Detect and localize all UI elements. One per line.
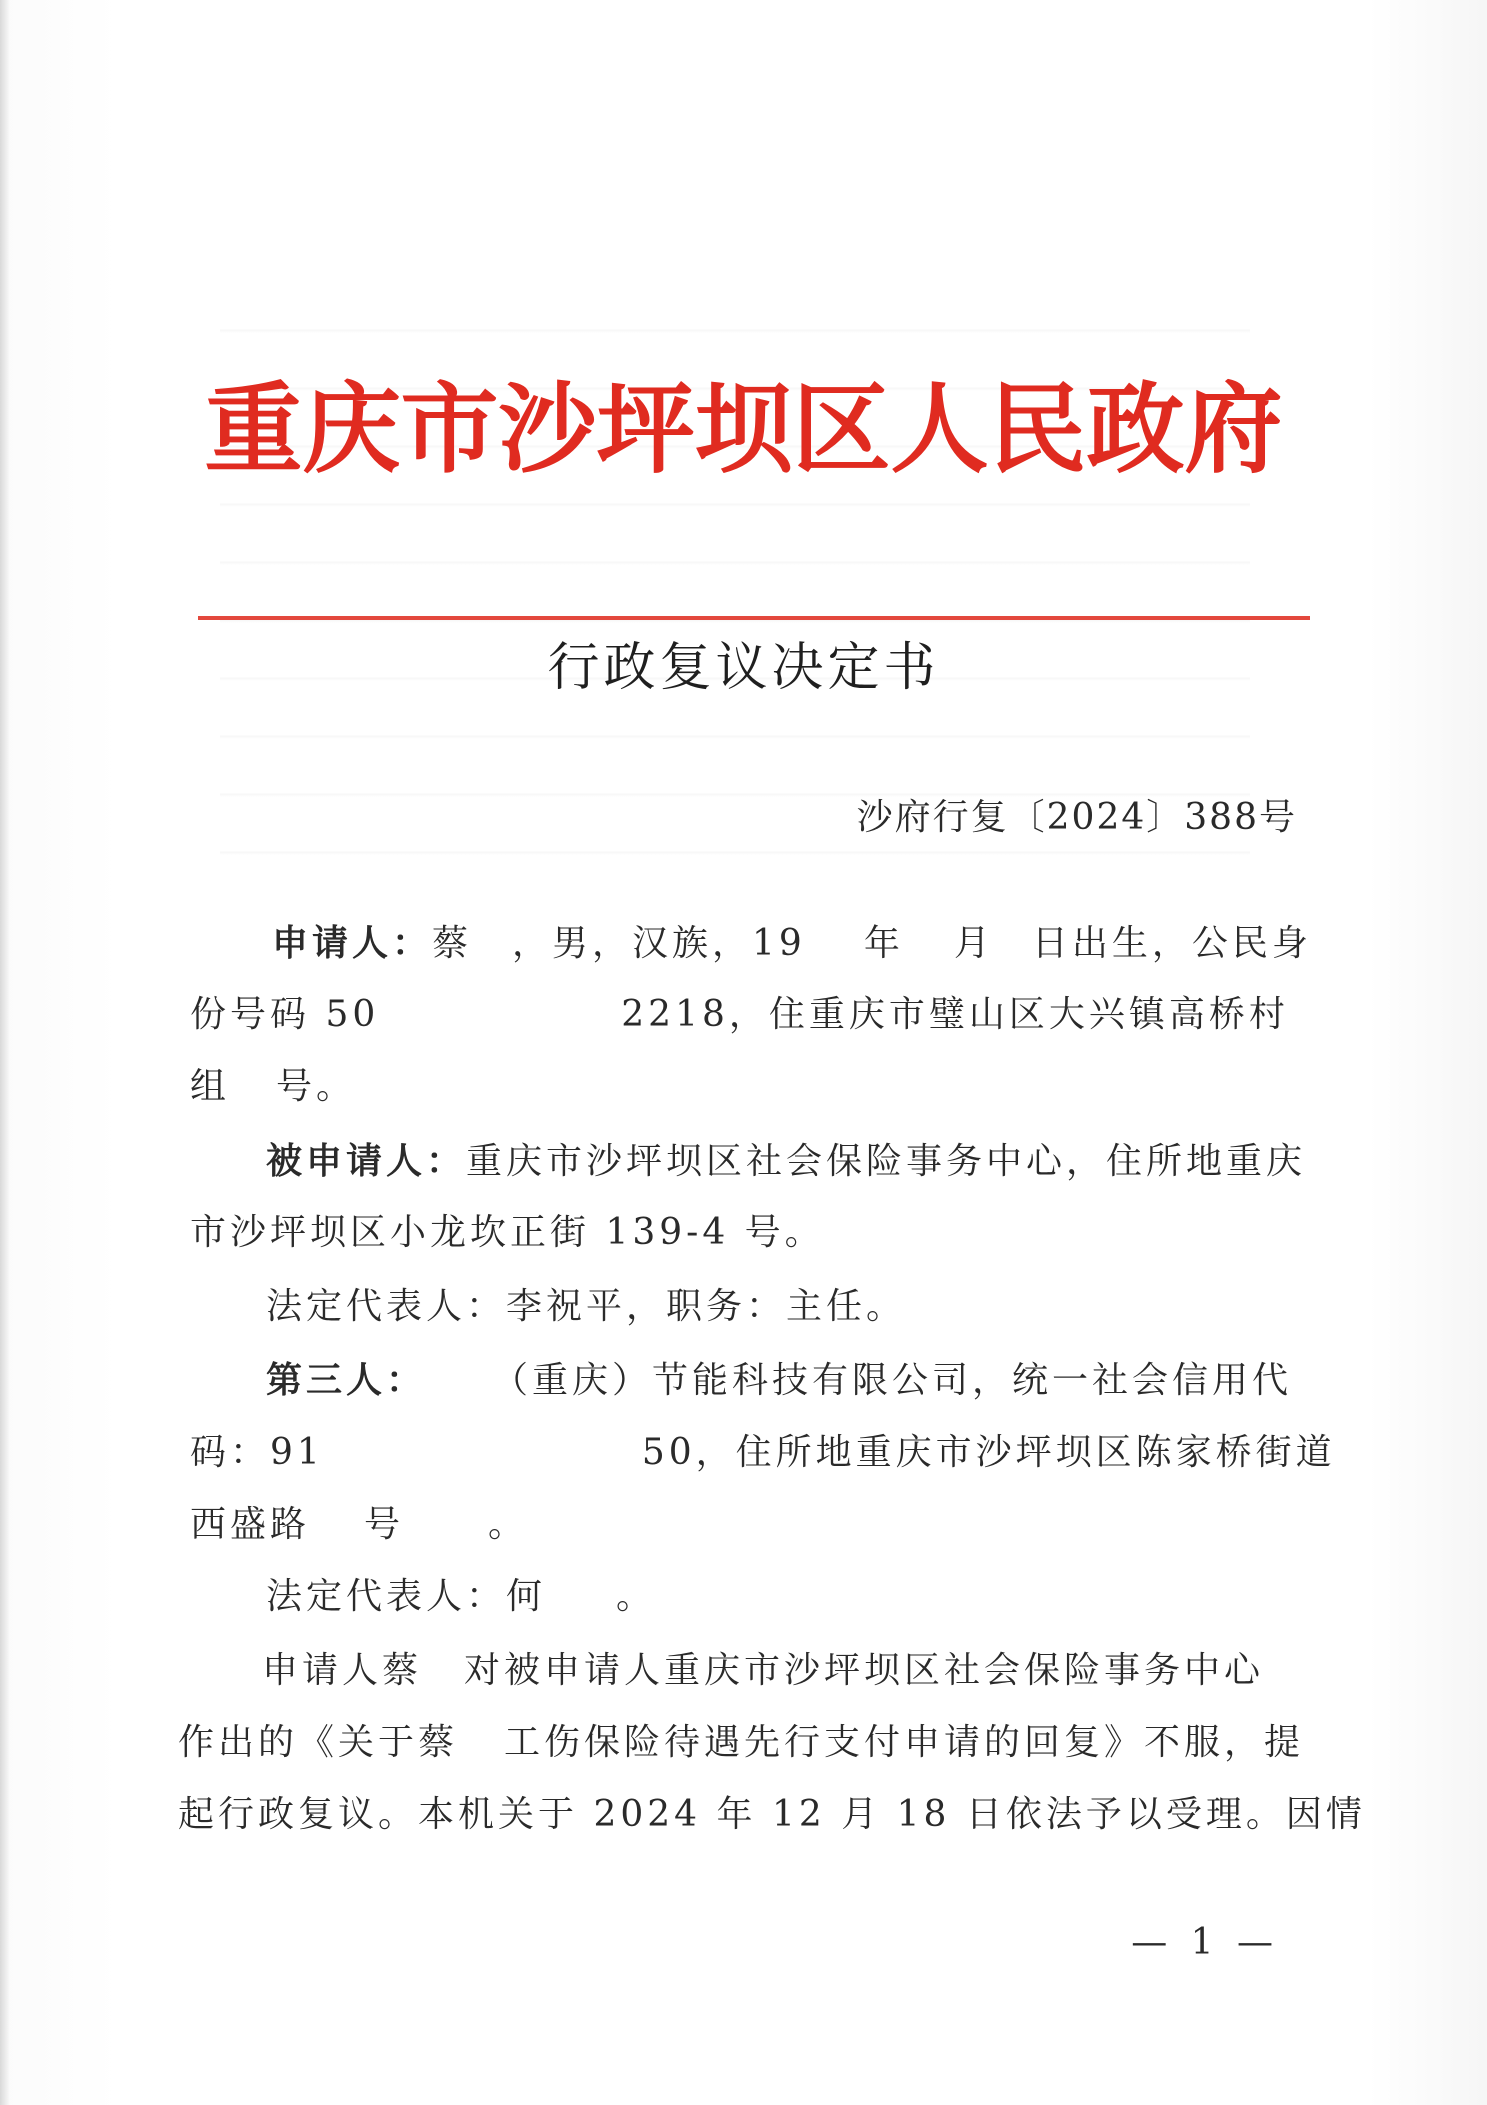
redaction-box xyxy=(806,925,864,967)
document-number: 沙府行复〔2024〕388号 xyxy=(856,797,1297,838)
paragraph-line-2: 作出的《关于蔡 工伤保险待遇先行支付申请的回复》不服，提 xyxy=(178,1718,1304,1768)
paragraph-line-1: 申请人蔡 对被申请人重庆市沙坪坝区社会保险事务中心 xyxy=(262,1646,1264,1696)
third-party-line-1: 第三人： （重庆）节能科技有限公司，统一社会信用代 xyxy=(266,1355,1292,1406)
red-header-rule xyxy=(198,616,1310,620)
issuing-authority-title: 重庆市沙坪坝区人民政府 xyxy=(204,372,1283,487)
respondent-legal-rep: 法定代表人：李祝平，职务：主任。 xyxy=(266,1286,907,1327)
redaction-box xyxy=(904,925,954,967)
third-party-line-3: 西盛路 号 。 xyxy=(190,1500,528,1550)
respondent-line-2: 市沙坪坝区小龙坎正街 139-4 号。 xyxy=(190,1212,825,1253)
redaction-box xyxy=(472,925,512,967)
redaction-box xyxy=(230,1068,276,1110)
redaction-box xyxy=(422,1652,464,1694)
document-title: 行政复议决定书 xyxy=(547,638,940,698)
third-party-legal-rep: 法定代表人：何 。 xyxy=(266,1572,656,1622)
redaction-box xyxy=(324,1434,642,1476)
redaction-box xyxy=(546,1578,616,1620)
redaction-box xyxy=(994,925,1032,967)
redaction-box xyxy=(310,1506,364,1548)
respondent-line-1: 被申请人：重庆市沙坪坝区社会保险事务中心，住所地重庆 xyxy=(266,1140,1307,1182)
applicant-label: 申请人： xyxy=(272,922,433,964)
redaction-box xyxy=(458,1724,504,1766)
third-party-line-2: 码：91 50，住所地重庆市沙坪坝区陈家桥街道 xyxy=(190,1428,1336,1478)
applicant-line-3: 组 号。 xyxy=(190,1062,356,1112)
redaction-box xyxy=(426,1362,492,1404)
applicant-line-2: 份号码 50 2218，住重庆市璧山区大兴镇高桥村 xyxy=(190,990,1289,1040)
applicant-line-1: 申请人：蔡 ，男，汉族，19 年 月 日出生，公民身 xyxy=(272,918,1312,969)
respondent-label: 被申请人： xyxy=(266,1140,467,1182)
scan-edge-shadow xyxy=(0,0,10,2105)
paragraph-line-3: 起行政复议。本机关于 2024 年 12 月 18 日依法予以受理。因情 xyxy=(178,1794,1366,1835)
redaction-box xyxy=(404,1506,488,1548)
third-party-label: 第三人： xyxy=(266,1359,427,1401)
page-number: — 1 — xyxy=(1131,1922,1279,1963)
redaction-box xyxy=(379,996,621,1038)
